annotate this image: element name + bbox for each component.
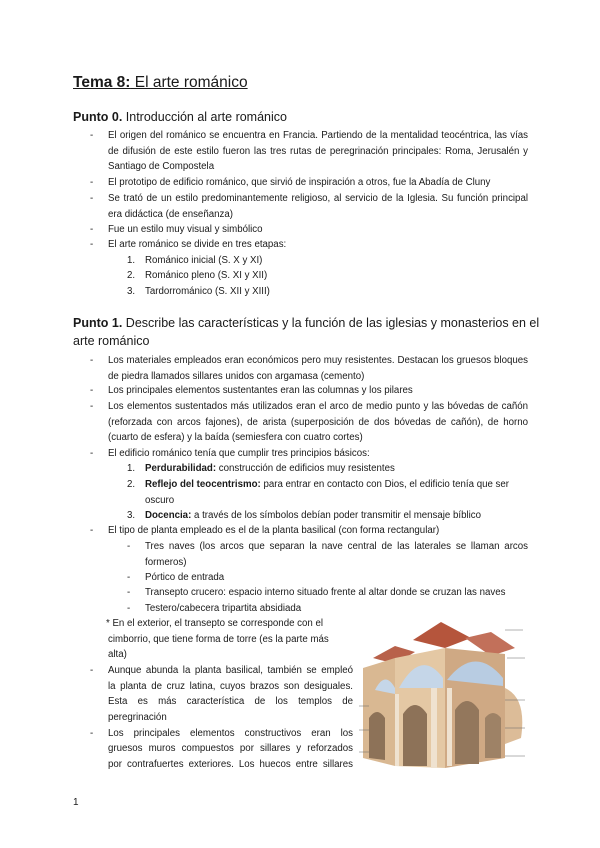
punto1-bullet-4: El edificio románico tenía que cumplir tres principios básicos: xyxy=(108,448,370,459)
note-line: * En el exterior, el transepto se corresponde con el xyxy=(106,618,324,629)
note-line: cimborrio, que tiene forma de torre (es la parte más xyxy=(108,634,329,645)
punto0-heading-bold: Punto 0. xyxy=(73,110,123,124)
romanesque-church-cutaway-illustration xyxy=(355,618,529,770)
plan-item: Pórtico de entrada xyxy=(145,572,225,583)
bullet-dash: - xyxy=(90,130,94,141)
principle-name: Perdurabilidad: xyxy=(145,463,217,474)
walls-line: gruesos muros compuestos por sillares y reforzados xyxy=(108,743,353,754)
walls-line: por contrafuertes exteriores. Los huecos entre sillares xyxy=(108,759,353,770)
punto1-heading-line1 xyxy=(73,316,540,330)
principle-text: construcción de edificios muy resistentes xyxy=(216,463,395,474)
principle-text: a través de los símbolos debían poder transmitir el mensaje bíblico xyxy=(191,510,482,521)
cross-line: peregrinación xyxy=(108,712,167,723)
plan-item: Transepto crucero: espacio interno situado frente al altar donde se cruzan las naves xyxy=(145,587,506,598)
bullet-dash: - xyxy=(90,224,94,235)
bullet-dash: - xyxy=(90,385,94,396)
bullet-dash: - xyxy=(90,401,94,412)
plan-item: Tres naves (los arcos que separan la nave central de las laterales se llaman arcos formeros) xyxy=(145,541,528,568)
bullet-dash: - xyxy=(90,239,94,250)
stage-item: 2. Románico pleno (S. XI y XII) xyxy=(127,270,268,281)
stage-text: Tardorrománico (S. XII y XIII) xyxy=(145,286,270,297)
punto0-bullet-2: El prototipo de edificio románico, que sirvió de inspiración a otros, fue la Abadía de Cluny xyxy=(108,177,491,188)
punto1-heading-text: Describe las características y la función de las iglesias y monasterios en el xyxy=(122,316,540,330)
punto0-heading-text: Introducción al arte románico xyxy=(122,110,287,124)
punto1-bullet-2: Los principales elementos sustentantes eran las columnas y los pilares xyxy=(108,385,413,396)
bullet-dash: - xyxy=(90,448,94,459)
bullet-dash: - xyxy=(90,728,94,739)
stage-item: 3. Tardorrománico (S. XII y XIII) xyxy=(127,286,270,297)
bullet-dash: - xyxy=(90,193,94,204)
punto1-bullet-3: Los elementos sustentados más utilizados eran el arco de medio punto y las bóvedas de cañón (reforzada con arcos fajones), de arista (superposición de dos bóvedas de cañón), de horno (cuarto de esfera) y la baída (semiesfera con cuatro cortes) xyxy=(108,401,528,443)
punto1-plan-bullet: El tipo de planta empleado es el de la planta basilical (con forma rectangular) xyxy=(108,525,440,536)
punto0-heading xyxy=(73,110,287,124)
bullet-dash: - xyxy=(90,665,94,676)
cross-line: Esta es más característica de los templos de xyxy=(108,696,353,707)
sub-bullet-dash: - xyxy=(127,587,131,598)
stage-text: Románico pleno (S. XI y XII) xyxy=(145,270,268,281)
punto0-bullet-3: Se trató de un estilo predominantemente religioso, al servicio de la Iglesia. Su función principal era didáctica (de enseñanza) xyxy=(108,193,528,220)
principle-name: Docencia: xyxy=(145,510,192,521)
punto0-bullet-1: El origen del románico se encuentra en Francia. Partiendo de la mentalidad teocéntrica, las vías de difusión de este estilo fueron las tres rutas de peregrinación principales: Roma, Jerusalén y Santiago de Compostela xyxy=(108,130,528,172)
sub-bullet-dash: - xyxy=(127,541,131,552)
page-title xyxy=(73,74,248,92)
title-prefix: Tema 8: xyxy=(73,74,131,91)
note-line: alta) xyxy=(108,649,127,660)
bullet-dash: - xyxy=(90,355,94,366)
sub-bullet-dash: - xyxy=(127,572,131,583)
punto0-bullet-4: Fue un estilo muy visual y simbólico xyxy=(108,224,263,235)
principle-item: 1. Perdurabilidad: construcción de edificios muy resistentes xyxy=(127,463,395,474)
stage-text: Románico inicial (S. X y XI) xyxy=(145,255,263,266)
bullet-dash: - xyxy=(90,177,94,188)
cross-line: Aunque abunda la planta basilical, también se empleó xyxy=(108,665,353,676)
title-rest: El arte románico xyxy=(130,74,248,91)
page-number: 1 xyxy=(73,797,79,808)
punto1-heading-bold: Punto 1. xyxy=(73,316,123,330)
stage-item: 1. Románico inicial (S. X y XI) xyxy=(127,255,263,266)
principle-item: 2. Reflejo del teocentrismo: para entrar en contacto con Dios, el edificio tenía que ser oscuro xyxy=(127,479,510,506)
principle-item: 3. Docencia: a través de los símbolos debían poder transmitir el mensaje bíblico xyxy=(127,510,482,521)
punto1-bullet-1: Los materiales empleados eran económicos pero muy resistentes. Destacan los gruesos bloques de piedra llamados sillares unidos con argamasa (cemento) xyxy=(108,355,528,382)
sub-bullet-dash: - xyxy=(127,603,131,614)
plan-item: Testero/cabecera tripartita absidiada xyxy=(145,603,302,614)
cross-line: la planta de cruz latina, cuyos brazos son desiguales. xyxy=(108,681,353,692)
principle-name: Reflejo del teocentrismo: xyxy=(145,479,261,490)
punto0-bullet-5: El arte románico se divide en tres etapas: xyxy=(108,239,287,250)
walls-line: Los principales elementos constructivos eran los xyxy=(108,728,353,739)
punto1-heading-line2: arte románico xyxy=(73,334,150,348)
bullet-dash: - xyxy=(90,525,94,536)
principle-text: para entrar en contacto con Dios, el edificio tenía que ser oscuro xyxy=(145,479,510,506)
